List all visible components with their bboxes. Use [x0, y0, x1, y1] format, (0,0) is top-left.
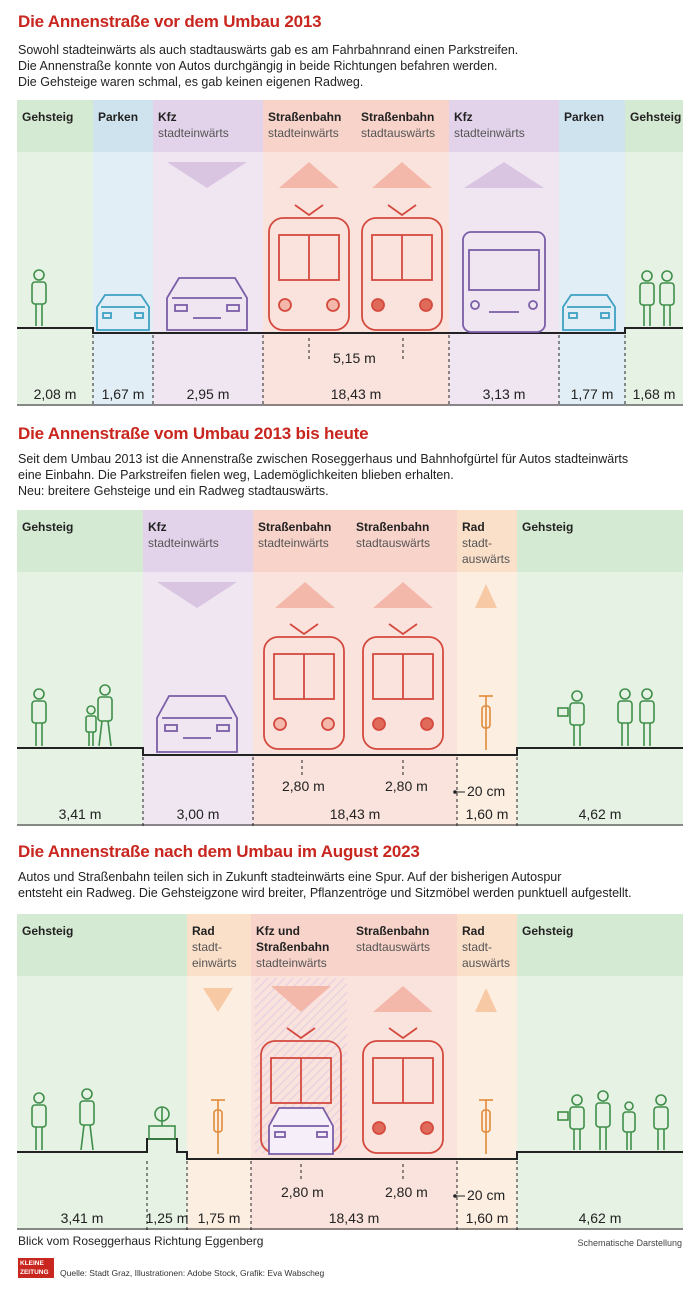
dimension-inner: 2,80 m — [385, 1184, 428, 1200]
dimension-inner: 2,80 m — [385, 778, 428, 794]
kleine-zeitung-logo: KLEINE ZEITUNG — [18, 1258, 54, 1278]
dimension-inner: 2,80 m — [281, 1184, 324, 1200]
schematic-note: Schematische Darstellung — [577, 1238, 682, 1248]
bicycle-icon — [479, 696, 493, 750]
dimension-label: 1,68 m — [632, 386, 676, 402]
dimension-label: 1,60 m — [465, 1210, 509, 1226]
section2-cross-section: Gehsteig Kfz stadteinwärts Straßenbahn stadteinwärts Straßenbahn stadtauswärts Rad stadt- auswärts Gehsteig 2,80 m 2,80 m 20 cm 3,41 m 3,00 m 18,43 m 1,60 m 4,62 m — [17, 510, 683, 826]
section1-cross-section — [17, 100, 683, 406]
view-direction-caption: Blick vom Roseggerhaus Richtung Eggenberg — [18, 1234, 264, 1248]
tram-icon — [362, 205, 442, 330]
dimension-inner: 2,80 m — [282, 778, 325, 794]
car-icon — [157, 696, 237, 752]
parked-car-icon — [563, 295, 615, 330]
dimension-inner: 20 cm — [467, 783, 506, 799]
lane-parking-left: Parken — [93, 100, 153, 333]
dimension-label: 4,62 m — [578, 1210, 622, 1226]
dimension-label: 3,13 m — [482, 386, 526, 402]
dimension-label: 18,43 m — [328, 1210, 380, 1226]
plant-trough-icon — [149, 1107, 175, 1139]
section3-cross-section: Gehsteig Rad stadt- einwärts Kfz und Straßenbahn stadteinwärts Straßenbahn stadtauswärts Rad stadt- auswärts Gehsteig 2,80 m 2,80 m 20 cm 3,41 m 1,25 m 1,75 m 18,43 m 1,60 m 4,62 m — [17, 914, 683, 1230]
arrow-up-icon — [275, 582, 335, 608]
section3-title: Die Annenstraße nach dem Umbau im August 2023 — [18, 842, 420, 861]
dimension-label: 1,60 m — [465, 806, 509, 822]
dimension-label: 3,00 m — [176, 806, 220, 822]
dimension-label: 3,41 m — [60, 1210, 104, 1226]
dimension-inner: 20 cm — [467, 1187, 506, 1203]
dimension-label: 1,77 m — [570, 386, 614, 402]
arrow-up-icon — [279, 162, 339, 188]
dimension-label: 2,08 m — [33, 386, 77, 402]
dimension-label: 1,67 m — [101, 386, 145, 402]
section2-description: Seit dem Umbau 2013 ist die Annenstraße zwischen Roseggerhaus und Bahnhofgürtel für Autos stadteinwärts eine Einbahn. Die Parkstreifen fielen weg, Lademöglichkeiten blieben erhalten. Neu: breitere Gehsteige und ein Radweg stadtauswärts. — [18, 452, 629, 498]
bicycle-icon — [211, 1100, 225, 1154]
tram-icon — [264, 624, 344, 749]
dimension-label: 18,43 m — [329, 806, 381, 822]
dimension-label: 2,95 m — [186, 386, 230, 402]
section2-illustration — [17, 510, 683, 826]
lane-car-right: Kfz stadteinwärts — [449, 100, 559, 333]
dimension-label: 1,25 m — [145, 1210, 189, 1226]
source-credit: Quelle: Stadt Graz, Illustrationen: Adobe Stock, Grafik: Eva Wabscheg — [60, 1268, 325, 1278]
section3-description: Autos und Straßenbahn teilen sich in Zukunft stadteinwärts eine Spur. Auf der bisherigen Autospur entsteht ein Radweg. Die Gehsteigzone wird breiter, Pflanzentröge und Sitzmöbel werden punktuell aufgestellt. — [18, 870, 632, 900]
tram-icon — [269, 205, 349, 330]
tram-icon — [363, 624, 443, 749]
arrow-down-icon — [203, 988, 233, 1012]
section1-title: Die Annenstraße vor dem Umbau 2013 — [18, 12, 322, 31]
dimension-label: 4,62 m — [578, 806, 622, 822]
arrow-up-icon — [464, 162, 544, 188]
pedestrian-icon — [558, 1091, 668, 1150]
bus-icon — [463, 232, 545, 332]
lane-sidewalk-left: Gehsteig — [17, 100, 93, 333]
lane-sidewalk-right: Gehsteig — [625, 100, 683, 333]
section1-description: Sowohl stadteinwärts als auch stadtauswärts gab es am Fahrbahnrand einen Parkstreifen. Die Annenstraße konnte von Autos durchgängig in beide Richtungen befahren werden. Die Gehsteige waren schmal, es gab keinen eigenen Radweg. — [18, 43, 519, 89]
arrow-up-icon — [475, 584, 497, 608]
dimension-label: 18,43 m — [330, 386, 382, 402]
lane-tram-inbound: Straßenbahn stadteinwärts — [263, 100, 356, 333]
tram-icon — [363, 1028, 443, 1153]
lane-tram-outbound: Straßenbahn stadtauswärts — [356, 100, 449, 333]
pedestrian-icon — [640, 271, 674, 326]
pedestrian-icon — [32, 270, 46, 326]
arrow-up-icon — [373, 582, 433, 608]
lane-car-inbound: Kfz stadteinwärts — [153, 100, 263, 333]
car-icon — [269, 1108, 333, 1154]
arrow-up-icon — [373, 986, 433, 1012]
arrow-up-icon — [475, 988, 497, 1012]
section3-illustration — [17, 914, 683, 1230]
arrow-down-icon — [167, 162, 247, 188]
section2-title: Die Annenstraße vom Umbau 2013 bis heute — [18, 424, 369, 443]
parked-car-icon — [97, 295, 149, 330]
pedestrian-icon — [32, 685, 112, 746]
bicycle-icon — [479, 1100, 493, 1154]
lane-parking-right: Parken — [559, 100, 625, 333]
arrow-up-icon — [372, 162, 432, 188]
dimension-label: 1,75 m — [197, 1210, 241, 1226]
pedestrian-icon — [558, 689, 654, 746]
pedestrian-icon — [32, 1089, 94, 1150]
dimension-inner: 5,15 m — [333, 350, 376, 366]
dimension-label: 3,41 m — [58, 806, 102, 822]
car-icon — [167, 278, 247, 330]
arrow-down-icon — [157, 582, 237, 608]
